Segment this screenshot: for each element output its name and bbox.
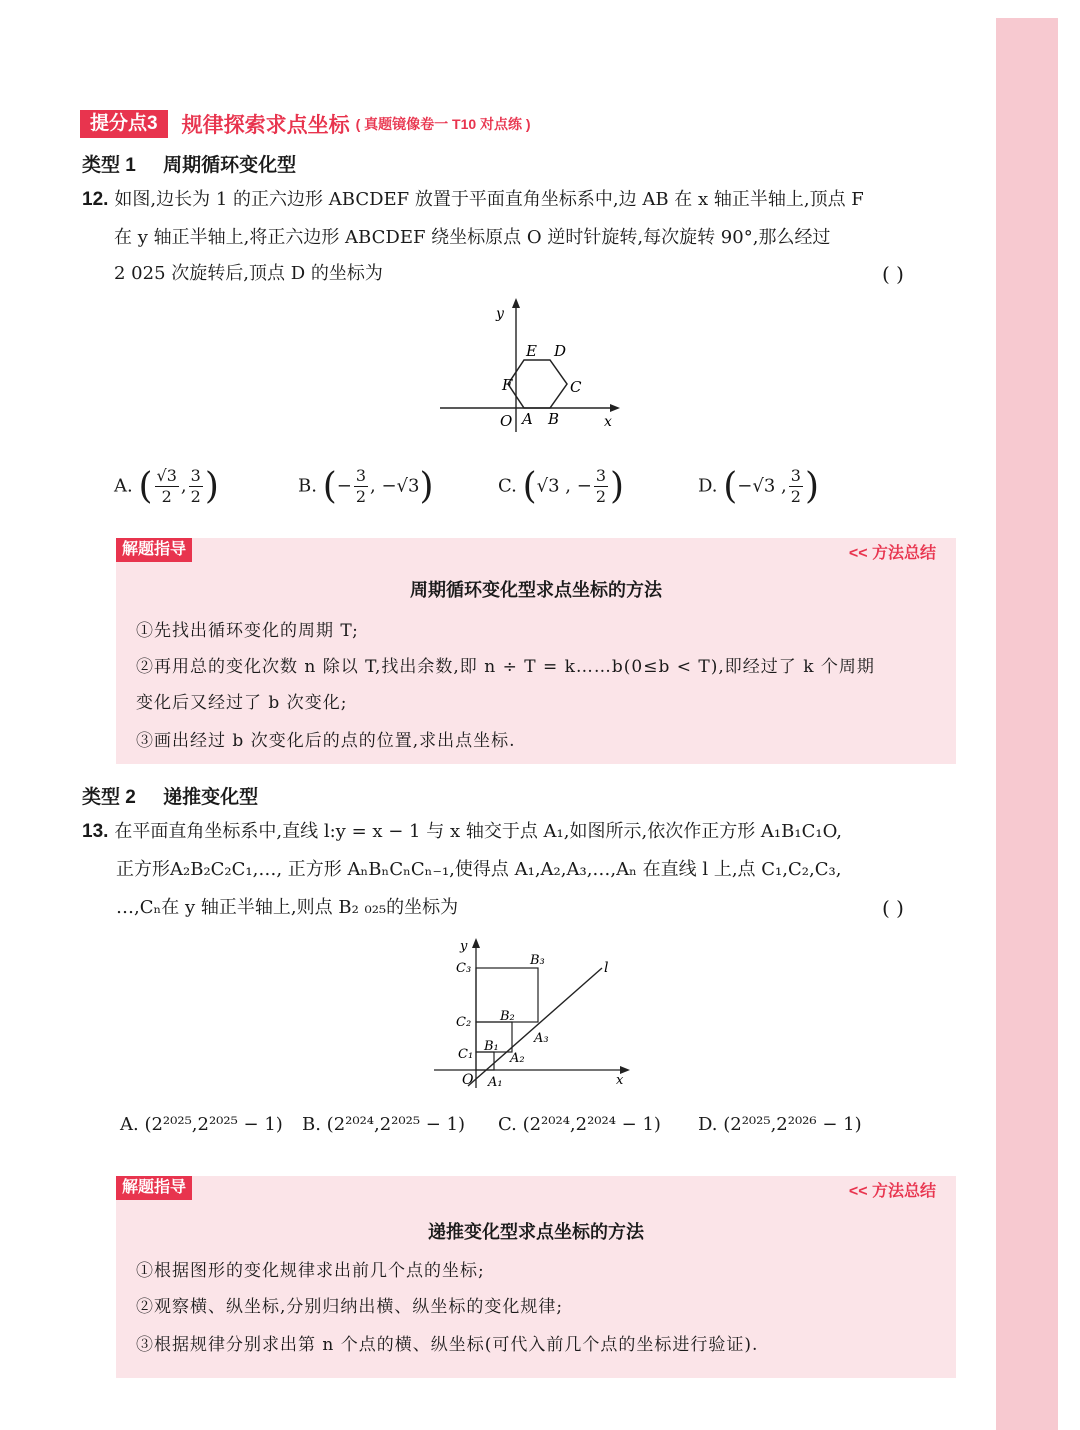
q12-option-c-lparen: ( — [522, 466, 537, 507]
q12-option-b-frac — [354, 466, 368, 507]
guide1-summary-label: << 方法总结 — [848, 545, 936, 562]
q13-number: 13. — [82, 821, 109, 842]
q12-option-c[interactable] — [498, 466, 624, 507]
q13-label-C3: C₃ — [456, 961, 472, 976]
q13-label-O: O — [462, 1072, 474, 1088]
q12-label-B: B — [548, 410, 560, 428]
q13-option-b[interactable]: B. (2²⁰²⁴,2²⁰²⁵ − 1) — [302, 1114, 466, 1135]
q12-option-d-letter: D. — [698, 475, 718, 497]
guide2-tag: 解题指导 — [116, 1176, 192, 1200]
q12-option-d-d1: 2 — [790, 487, 801, 506]
q12-option-d-n1: 3 — [790, 466, 801, 485]
section-title: 规律探索求点坐标 — [181, 114, 350, 137]
guide2-line-2: ②观察横、纵坐标,分别归纳出横、纵坐标的变化规律; — [136, 1297, 564, 1317]
q13-y-arrow — [472, 938, 480, 948]
guide2-line-3: ③根据规律分别求出第 n 个点的横、纵坐标(可代入前几个点的坐标进行验证). — [136, 1335, 759, 1355]
type2-label: 类型 2 — [82, 787, 136, 808]
type1-name: 周期循环变化型 — [163, 155, 297, 176]
q12-option-a-lparen: ( — [138, 466, 153, 507]
q12-option-d-lparen: ( — [723, 466, 738, 507]
q13-line-1 — [82, 820, 842, 844]
q12-option-d[interactable] — [698, 466, 819, 507]
guide2-line-1: ①根据图形的变化规律求出前几个点的坐标; — [136, 1261, 485, 1281]
q13-squares-figure — [430, 934, 640, 1094]
q13-option-d[interactable]: D. (2²⁰²⁵,2²⁰²⁶ − 1) — [698, 1114, 862, 1135]
q13-label-C1: C₁ — [458, 1047, 474, 1062]
type2-heading — [82, 782, 258, 809]
q12-option-c-letter: C. — [498, 475, 517, 497]
q12-option-a-n1: √3 — [156, 466, 177, 485]
guide2-summary-label: << 方法总结 — [848, 1183, 936, 1200]
q12-option-c-n1: 3 — [595, 466, 606, 485]
q13-option-a[interactable]: A. (2²⁰²⁵,2²⁰²⁵ − 1) — [120, 1114, 283, 1135]
section-tag: 提分点3 — [80, 110, 168, 138]
q12-line-3: 2 025 次旋转后,顶点 D 的坐标为 — [114, 263, 383, 284]
q12-x-arrow — [610, 404, 620, 412]
q12-option-b[interactable] — [298, 466, 434, 507]
q12-text-1: 如图,边长为 1 的正六边形 ABCDEF 放置于平面直角坐标系中,边 AB 在 x 轴正半轴上,顶点 F — [114, 189, 864, 210]
q12-line-2: 在 y 轴正半轴上,将正六边形 ABCDEF 绕坐标原点 O 逆时针旋转,每次旋转 90°,那么经过 — [114, 227, 831, 248]
q12-option-c-rparen: ) — [610, 466, 625, 507]
q12-hexagon-figure — [430, 292, 630, 442]
q13-answer-bracket: ( ) — [882, 896, 904, 920]
section-header — [80, 110, 531, 138]
guide1-line-1: ①先找出循环变化的周期 T; — [136, 621, 359, 641]
q12-number: 12. — [82, 189, 109, 210]
q13-line-3: …,Cₙ在 y 轴正半轴上,则点 B₂ ₀₂₅的坐标为 — [116, 897, 459, 918]
type1-heading — [82, 150, 296, 177]
q12-label-O: O — [500, 412, 513, 430]
q13-line-2: 正方形A₂B₂C₂C₁,…, 正方形 AₙBₙCₙCₙ₋₁,使得点 A₁,A₂,A₃,…,Aₙ 在直线 l 上,点 C₁,C₂,C₃, — [116, 859, 842, 880]
q13-option-c[interactable]: C. (2²⁰²⁴,2²⁰²⁴ − 1) — [498, 1114, 661, 1135]
q13-label-C2: C₂ — [456, 1015, 472, 1030]
q12-option-d-first: −√3 , — [737, 475, 787, 497]
type1-label: 类型 1 — [82, 155, 136, 176]
q13-line-l — [468, 968, 602, 1086]
q12-option-a-d1: 2 — [161, 487, 172, 506]
q13-label-x: x — [616, 1073, 624, 1088]
q12-label-D: D — [554, 342, 567, 360]
q12-option-c-d1: 2 — [595, 487, 606, 506]
q12-option-b-rest: , −√3 — [370, 475, 420, 497]
q12-option-b-letter: B. — [298, 475, 317, 497]
q12-hexagon — [508, 360, 567, 408]
q12-option-b-lparen: ( — [322, 466, 337, 507]
q13-label-y: y — [460, 939, 468, 954]
q12-line-1 — [82, 188, 864, 212]
q12-option-b-d1: 2 — [355, 487, 367, 506]
page-edge-band — [996, 18, 1058, 1430]
q13-label-A3: A₃ — [534, 1031, 549, 1046]
q12-option-d-rparen: ) — [804, 466, 819, 507]
q13-label-B3: B₃ — [530, 953, 545, 968]
q12-option-a-n2: 3 — [190, 466, 201, 485]
q12-option-a-frac2 — [189, 466, 203, 507]
guide2-box — [116, 1176, 956, 1378]
q13-label-A1: A₁ — [488, 1075, 503, 1090]
q12-option-b-minus: − — [336, 475, 352, 497]
guide1-title: 周期循环变化型求点坐标的方法 — [410, 580, 662, 600]
guide1-line-4: ③画出经过 b 次变化后的点的位置,求出点坐标. — [136, 731, 516, 751]
q12-option-a-letter: A. — [114, 475, 133, 497]
q12-option-b-n1: 3 — [355, 466, 367, 485]
q13-label-A2: A₂ — [510, 1051, 525, 1066]
q12-label-C: C — [570, 378, 582, 396]
q12-y-arrow — [512, 298, 520, 308]
section-subtitle: ( 真题镜像卷一 T10 对点练 ) — [355, 116, 531, 132]
q12-label-x: x — [604, 414, 612, 430]
type2-name: 递推变化型 — [163, 787, 259, 808]
guide1-line-2: ②再用总的变化次数 n 除以 T,找出余数,即 n ÷ T = k……b(0≤b < T),即经过了 k 个周期 — [136, 657, 875, 677]
q12-option-b-rparen: ) — [419, 466, 434, 507]
q12-label-A: A — [522, 410, 533, 428]
guide1-line-3: 变化后又经过了 b 次变化; — [136, 693, 348, 713]
q12-option-a-frac1 — [155, 466, 179, 507]
q12-option-c-first: √3 , − — [536, 475, 592, 497]
q12-answer-bracket: ( ) — [882, 262, 904, 286]
q12-option-a-d2: 2 — [190, 487, 201, 506]
q13-text-1: 在平面直角坐标系中,直线 l:y = x − 1 与 x 轴交于点 A₁,如图所示,依次作正方形 A₁B₁C₁O, — [114, 821, 842, 842]
q12-label-F: F — [502, 376, 513, 394]
guide2-title: 递推变化型求点坐标的方法 — [428, 1222, 644, 1242]
q13-label-B2: B₂ — [500, 1009, 515, 1024]
q12-option-a-rparen: ) — [204, 466, 219, 507]
q12-option-c-frac — [594, 466, 608, 507]
q12-option-a[interactable] — [114, 466, 219, 507]
q12-option-a-sep: , — [180, 475, 187, 497]
q12-label-E: E — [526, 342, 537, 360]
q13-label-B1: B₁ — [484, 1039, 499, 1054]
q13-label-l: l — [604, 960, 609, 976]
q12-option-d-frac — [789, 466, 803, 507]
q13-square-1 — [476, 1052, 494, 1070]
q12-label-y: y — [496, 306, 504, 322]
guide1-box — [116, 538, 956, 764]
guide1-tag: 解题指导 — [116, 538, 192, 562]
